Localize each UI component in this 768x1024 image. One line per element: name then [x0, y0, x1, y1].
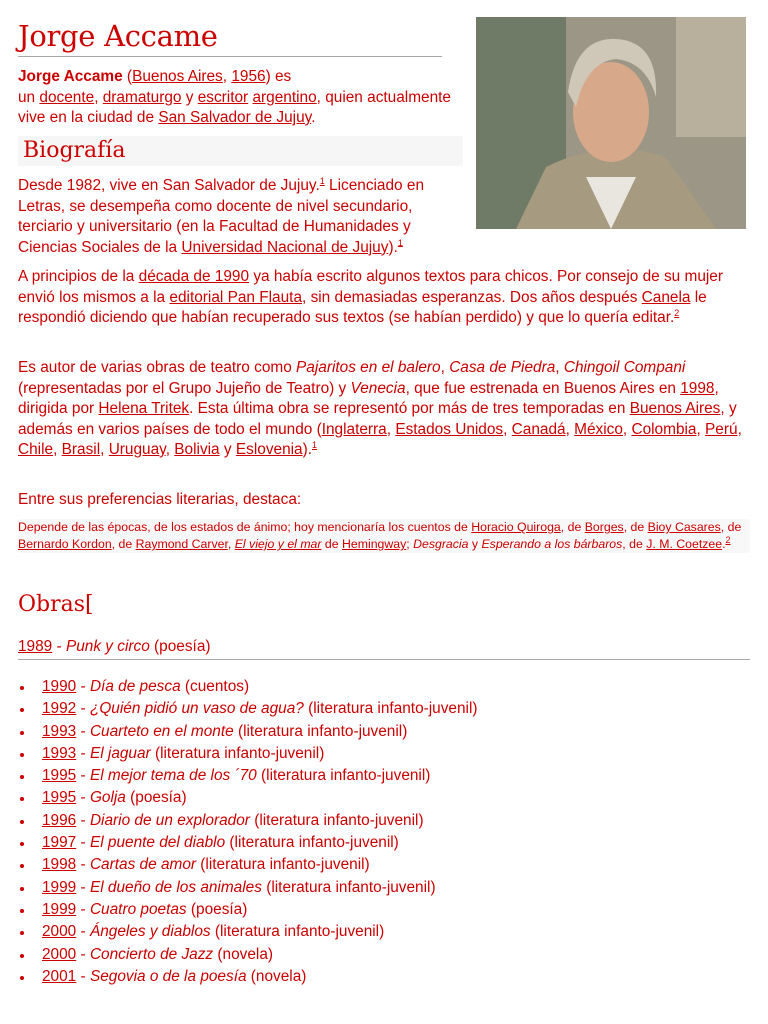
- text: , sin demasiadas esperanzas. Dos años después: [302, 288, 642, 306]
- link-universidad-nacional-de-jujuy[interactable]: Universidad Nacional de Jujuy: [181, 238, 389, 256]
- text: y: [181, 88, 198, 106]
- work-year-link[interactable]: 1993: [42, 744, 77, 762]
- text: , de: [111, 537, 136, 551]
- text: -: [76, 923, 90, 941]
- work-year-link[interactable]: 1990: [42, 678, 77, 695]
- text: A principios de la: [18, 268, 139, 285]
- work-year-link[interactable]: 1993: [42, 722, 77, 740]
- text: ,: [165, 441, 175, 458]
- link-1956[interactable]: 1956: [231, 68, 266, 85]
- text: -: [76, 811, 90, 829]
- link-helena-tritek[interactable]: Helena Tritek: [98, 400, 190, 417]
- link-san-salvador-de-jujuy[interactable]: San Salvador de Jujuy: [158, 109, 312, 126]
- work-genre: (literatura infanto-juvenil): [261, 878, 436, 896]
- link-decada-1990[interactable]: década de 1990: [138, 268, 250, 285]
- work-year-link[interactable]: 1995: [42, 767, 77, 785]
- work-title: Cuatro poetas: [89, 900, 187, 918]
- work-genre: (literatura infanto-juvenil): [249, 811, 424, 829]
- work-title: Esperando a los bárbaros: [481, 537, 623, 551]
- portrait-photo-icon: [476, 17, 746, 229]
- link-bernardo-kordon[interactable]: Bernardo Kordon: [18, 537, 112, 551]
- text: -: [76, 967, 90, 985]
- work-title: Chingoil Compani: [563, 359, 686, 376]
- text: -: [76, 700, 90, 718]
- text: ya había escrito algunos textos para chicos. Por consejo de su mujer envió los mismos a la: [18, 268, 723, 306]
- link-bioy-casares[interactable]: Bioy Casares: [647, 520, 721, 534]
- text: -: [76, 789, 90, 807]
- link-escritor[interactable]: escritor: [197, 88, 249, 106]
- text: (: [122, 68, 133, 85]
- country-link[interactable]: Estados Unidos: [395, 420, 504, 438]
- works-list: [18, 676, 478, 988]
- link-buenos-aires[interactable]: Buenos Aires: [132, 68, 223, 85]
- work-genre: (poesía): [125, 789, 187, 807]
- country-link[interactable]: Uruguay: [108, 441, 166, 458]
- text: ) es: [265, 68, 292, 85]
- text: , y además en varios países de todo el mundo (: [18, 400, 737, 438]
- country-link[interactable]: México: [574, 420, 623, 438]
- text: de: [321, 537, 343, 551]
- link-borges[interactable]: Borges: [584, 520, 624, 534]
- bio-paragraph-2: [18, 267, 750, 329]
- country-link[interactable]: Chile: [18, 441, 54, 458]
- list-item: [18, 765, 478, 787]
- work-genre: (poesía): [186, 900, 248, 918]
- country-link[interactable]: Canadá: [511, 420, 566, 438]
- country-link[interactable]: Bolivia: [174, 441, 220, 458]
- country-link[interactable]: Brasil: [61, 441, 101, 458]
- text: -: [76, 744, 90, 762]
- link-horacio-quiroga[interactable]: Horacio Quiroga: [471, 520, 561, 534]
- link-argentino[interactable]: argentino: [252, 88, 317, 106]
- work-year-link[interactable]: 2001: [42, 967, 77, 985]
- list-item: [18, 854, 478, 876]
- text: , quien actualmente vive en la ciudad de: [18, 88, 451, 126]
- text: Depende de las épocas, de los estados de ánimo; hoy mencionaría los cuentos de: [18, 520, 472, 534]
- text: , de: [623, 520, 648, 534]
- work-genre: (literatura infanto-juvenil): [256, 767, 431, 785]
- list-item: [18, 877, 478, 899]
- work-title: El mejor tema de los ´70: [89, 767, 257, 785]
- text: ,: [100, 441, 109, 458]
- text: ).: [302, 441, 313, 458]
- work-title: Diario de un explorador: [89, 811, 250, 829]
- work-genre: (literatura infanto-juvenil): [196, 856, 370, 874]
- list-item: [18, 721, 478, 743]
- work-title: Venecia: [350, 379, 406, 397]
- text: ,: [503, 420, 512, 438]
- work-year-link[interactable]: 1992: [42, 700, 77, 718]
- text: Desde 1982, vive en San Salvador de Jujuy.: [18, 177, 320, 194]
- text: . Esta última obra se representó por más de tres temporadas en: [189, 400, 630, 417]
- work-title: Golja: [89, 789, 126, 807]
- link-el-viejo-y-el-mar[interactable]: El viejo y el mar: [234, 537, 322, 551]
- link-raymond-carver[interactable]: Raymond Carver: [135, 537, 228, 551]
- text: Es autor de varias obras de teatro como: [18, 359, 297, 376]
- work-title: Cartas de amor: [89, 856, 197, 874]
- work-title: Ángeles y diablos: [89, 923, 211, 941]
- bio-paragraph-4: Entre sus preferencias literarias, destaca:: [18, 491, 302, 508]
- list-item: [18, 832, 478, 854]
- ref-2[interactable]: 2: [725, 534, 731, 545]
- list-item: [18, 944, 478, 966]
- work-genre: (literatura infanto-juvenil): [303, 700, 478, 718]
- intro-paragraph: [18, 67, 458, 129]
- text: -: [52, 638, 66, 655]
- list-item: [18, 698, 478, 720]
- country-link[interactable]: Eslovenia: [235, 441, 303, 458]
- link-coetzee[interactable]: J. M. Coetzee: [646, 537, 723, 551]
- bio-paragraph-1: [18, 176, 452, 258]
- text: -: [76, 722, 90, 740]
- text: y: [468, 537, 482, 551]
- list-item: [18, 676, 478, 698]
- text: , de: [560, 520, 585, 534]
- text: ,: [555, 359, 564, 376]
- text: ,: [696, 420, 706, 438]
- subject-name: Jorge Accame: [18, 68, 123, 85]
- list-item: [18, 921, 478, 943]
- work-title: Casa de Piedra: [449, 359, 556, 376]
- text: y: [219, 441, 236, 458]
- list-item: [18, 966, 478, 988]
- link-hemingway[interactable]: Hemingway: [342, 537, 407, 551]
- text: (representadas por el Grupo Jujeño de Teatro) y: [18, 379, 351, 397]
- link-buenos-aires[interactable]: Buenos Aires: [629, 400, 721, 417]
- work-title: El puente del diablo: [89, 834, 226, 852]
- work-year-link[interactable]: 2000: [42, 945, 77, 963]
- work-year-link[interactable]: 1996: [42, 811, 77, 829]
- text: ,: [565, 420, 575, 438]
- work-title: Segovia o de la poesía: [89, 967, 247, 985]
- text: .: [722, 537, 726, 551]
- text: ;: [406, 537, 414, 551]
- text: , de: [720, 520, 742, 534]
- text: ).: [388, 238, 398, 256]
- page-title: Jorge Accame: [18, 18, 442, 57]
- text: , de: [622, 537, 647, 551]
- work-title: Concierto de Jazz: [89, 945, 214, 963]
- blockquote: [18, 519, 750, 553]
- ref-1[interactable]: 1: [312, 439, 318, 450]
- text: ,: [227, 537, 235, 551]
- work-genre: (literatura infanto-juvenil): [225, 834, 399, 852]
- work-year-link[interactable]: 1997: [42, 834, 77, 852]
- work-year-link[interactable]: 1999: [42, 900, 77, 918]
- text: ,: [440, 359, 450, 376]
- text: -: [76, 834, 90, 852]
- work-title: El jaguar: [89, 744, 151, 762]
- work-genre: (cuentos): [180, 678, 250, 695]
- link-1998[interactable]: 1998: [680, 379, 715, 397]
- country-link[interactable]: Colombia: [631, 420, 697, 438]
- text: ,: [622, 420, 632, 438]
- work-genre: (literatura infanto-juvenil): [150, 744, 325, 762]
- work-title: Desgracia: [413, 537, 469, 551]
- work-genre: (poesía): [154, 638, 211, 655]
- text: , dirigida por: [18, 379, 719, 417]
- text: ,: [53, 441, 62, 458]
- work-title: Día de pesca: [89, 678, 181, 695]
- work-genre: (literatura infanto-juvenil): [210, 923, 385, 941]
- link-dramaturgo[interactable]: dramaturgo: [102, 88, 182, 106]
- first-work: [18, 637, 750, 660]
- list-item: [18, 899, 478, 921]
- bio-paragraph-3: [18, 358, 750, 461]
- work-title: Punk y circo: [65, 638, 150, 655]
- text: -: [76, 900, 90, 918]
- ref-2[interactable]: 2: [674, 307, 680, 318]
- portrait-photo: [476, 17, 746, 229]
- work-genre: (novela): [213, 945, 274, 963]
- text: .: [311, 109, 316, 126]
- work-genre: (literatura infanto-juvenil): [233, 722, 408, 740]
- text: ,: [386, 420, 396, 438]
- link-docente[interactable]: docente: [39, 88, 95, 106]
- list-item: [18, 743, 478, 765]
- text: le respondió diciendo que habían recuperado sus textos (se habían perdido) y que lo quería editar.: [18, 288, 707, 326]
- work-title: Cuarteto en el monte: [89, 722, 234, 740]
- text: , que fue estrenada en Buenos Aires en: [405, 379, 681, 397]
- work-year-link[interactable]: 1989: [18, 638, 53, 655]
- text: -: [76, 878, 90, 896]
- list-item: [18, 810, 478, 832]
- text: ,: [737, 420, 742, 438]
- work-title: El dueño de los animales: [89, 878, 262, 896]
- work-title: Pajaritos en el balero: [296, 359, 441, 376]
- ref-1[interactable]: 1: [397, 237, 403, 248]
- work-year-link[interactable]: 1995: [42, 789, 77, 807]
- ref-1[interactable]: 1: [319, 175, 325, 186]
- country-link[interactable]: Perú: [705, 420, 738, 438]
- text: -: [76, 678, 90, 695]
- link-editorial-pan-flauta[interactable]: editorial Pan Flauta: [169, 288, 303, 306]
- country-link[interactable]: Inglaterra: [321, 420, 387, 438]
- work-year-link[interactable]: 2000: [42, 923, 77, 941]
- text: un: [18, 88, 40, 106]
- list-item: [18, 787, 478, 809]
- heading-biografia: Biografía: [18, 136, 463, 166]
- text: -: [76, 767, 90, 785]
- work-title: ¿Quién pidió un vaso de agua?: [89, 700, 304, 718]
- heading-obras: Obras[: [18, 592, 94, 617]
- text: ,: [94, 88, 103, 106]
- text: -: [76, 945, 90, 963]
- work-genre: (novela): [246, 967, 307, 985]
- work-year-link[interactable]: 1999: [42, 878, 77, 896]
- text: ,: [222, 68, 232, 85]
- text: Licenciado en Letras, se desempeña como docente de nivel secundario, terciario y universitario (en la Facultad de Humanidades y Ciencias Sociales de la: [18, 177, 425, 256]
- link-canela[interactable]: Canela: [641, 288, 691, 306]
- text: -: [76, 856, 90, 874]
- work-year-link[interactable]: 1998: [42, 856, 77, 874]
